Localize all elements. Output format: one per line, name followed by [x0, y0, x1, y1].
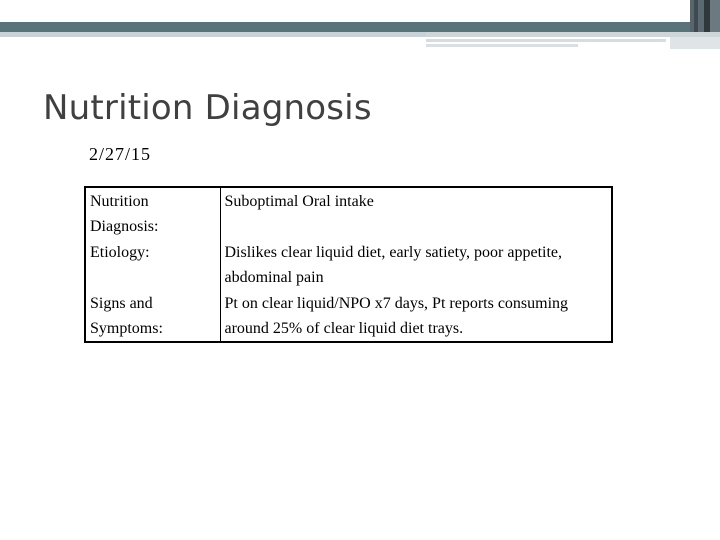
- header-band-accent: [690, 0, 720, 32]
- header-band-background: [0, 0, 720, 22]
- row-value: Pt on clear liquid/NPO x7 days, Pt reports consuming around 25% of clear liquid diet trays.: [220, 290, 612, 342]
- row-value: Suboptimal Oral intake: [220, 187, 612, 239]
- diagnosis-table: [84, 186, 613, 343]
- slide-date: 2/27/15: [89, 144, 152, 164]
- header-accent-line: [426, 39, 666, 42]
- table-row: [85, 290, 612, 342]
- row-label: Signs and Symptoms:: [85, 290, 220, 342]
- header-band: [0, 22, 692, 32]
- slide-title: Nutrition Diagnosis: [43, 88, 372, 128]
- row-value: Dislikes clear liquid diet, early satiety, poor appetite, abdominal pain: [220, 239, 612, 290]
- row-label: Etiology:: [85, 239, 220, 290]
- header-stripe: [0, 32, 426, 37]
- header-accent-line: [426, 44, 578, 47]
- row-label: Nutrition Diagnosis:: [85, 187, 220, 239]
- header-accent-block: [670, 37, 720, 49]
- table-row: [85, 187, 612, 239]
- table-row: [85, 239, 612, 290]
